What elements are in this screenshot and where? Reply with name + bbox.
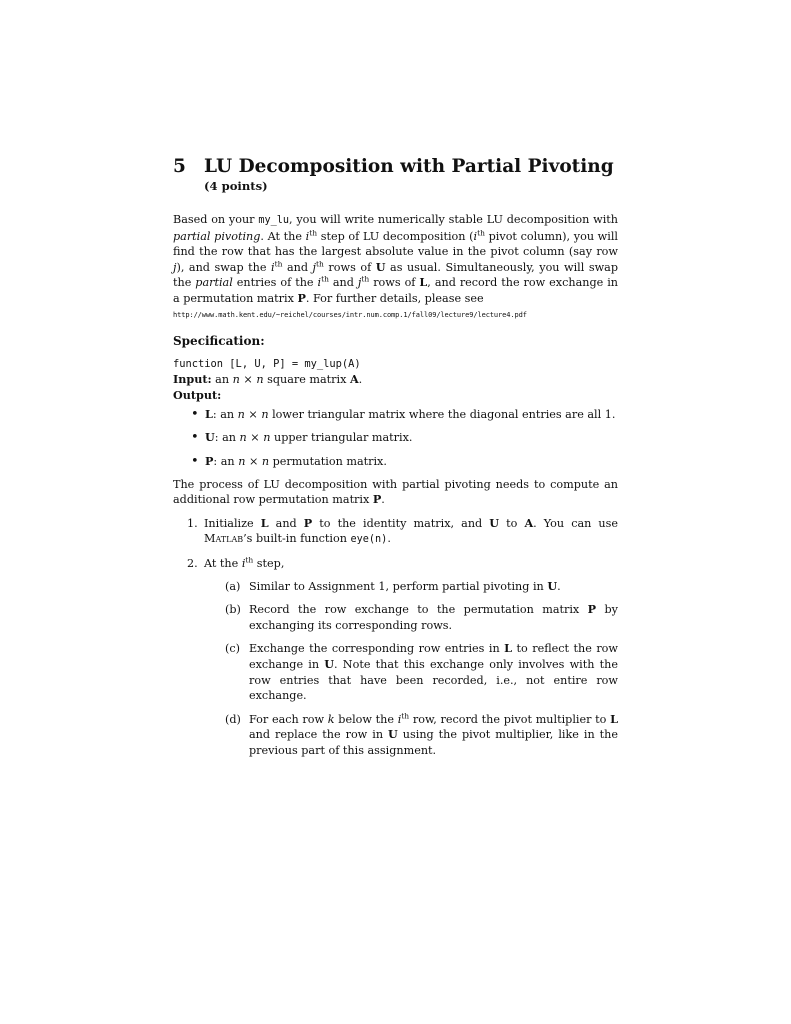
spec-heading: Specification: xyxy=(173,333,265,348)
function-signature: function [L, U, P] = my_lup(A) xyxy=(173,357,361,370)
section-heading xyxy=(173,156,618,178)
section-title: LU Decomposition with Partial Pivoting xyxy=(204,156,614,177)
section-number: 5 xyxy=(173,156,186,177)
substep-a: (a) Similar to Assignment 1, perform partial pivoting in U. xyxy=(225,578,561,593)
section-points: (4 points) xyxy=(204,179,268,193)
substep-c: (c) Exchange the corresponding row entries in L to reflect the row exchange in U. Note that this exchange only involves with the row entries that have been recorded, i.e., not entire row exchange. xyxy=(225,641,618,703)
lecture-url-link[interactable]: http://www.math.kent.edu/~reichel/courses/intr.num.comp.1/fall09/lecture9/lecture4.pdf xyxy=(173,310,527,319)
code-my-lu: my_lu xyxy=(258,215,289,226)
substeps-list xyxy=(204,579,618,759)
list-item: • P: an n × n permutation matrix. xyxy=(191,454,618,470)
output-label: Output: xyxy=(173,387,222,402)
substep-b: (b) Record the row exchange to the permutation matrix P by exchanging its corresponding rows. xyxy=(225,602,618,632)
step-2: 2. At the $i^{th}$ step, (a) Similar to Assignment 1, perform partial pivoting in U. (b) Record the row exchange to the permutation matrix P by exchanging its corresponding rows. (c) Exchange the corresponding row entries in L to reflect the row exchange in U. Note that this exchange only involves with the row entries that have been recorded, i.e., not entire row exchange. (d) For each row k below the $i^{th}$ row, record the pivot multiplier to L and replace the row in U using the pivot multiplier, like in the previous part of this assignment. xyxy=(187,555,618,757)
list-item: • U: an n × n upper triangular matrix. xyxy=(191,430,618,446)
substep-d: (d) For each row k below the $i^{th}$ row, record the pivot multiplier to L and replace the row in U using the pivot multiplier, like in the previous part of this assignment. xyxy=(225,711,618,757)
list-item: • L: an n × n lower triangular matrix where the diagonal entries are all 1. xyxy=(191,407,618,423)
step-1: 1. Initialize L and P to the identity matrix, and U to A. You can use Matlab’s built-in function eye(n). xyxy=(187,515,618,546)
document-page xyxy=(173,156,618,767)
intro-paragraph: Based on your my_lu, you will write numerically stable LU decomposition with partial pivoting. At the $i^{th}$ step of LU decomposition ($i^{th}$ pivot column), you will find the row that has the largest absolute value in the pivot column (say row j), and swap the $i^{th}$ and $j^{th}$ rows of U as usual. Simultaneously, you will swap the partial entries of the $i^{th}$ and $j^{th}$ rows of L, and record the row exchange in a permutation matrix P. For further details, please see xyxy=(173,213,619,305)
input-line: Input: an n × n square matrix A. xyxy=(173,372,363,387)
process-paragraph: The process of LU decomposition with partial pivoting needs to compute an additional row permutation matrix P. xyxy=(173,477,618,507)
steps-list xyxy=(173,516,618,759)
output-list xyxy=(173,407,618,469)
